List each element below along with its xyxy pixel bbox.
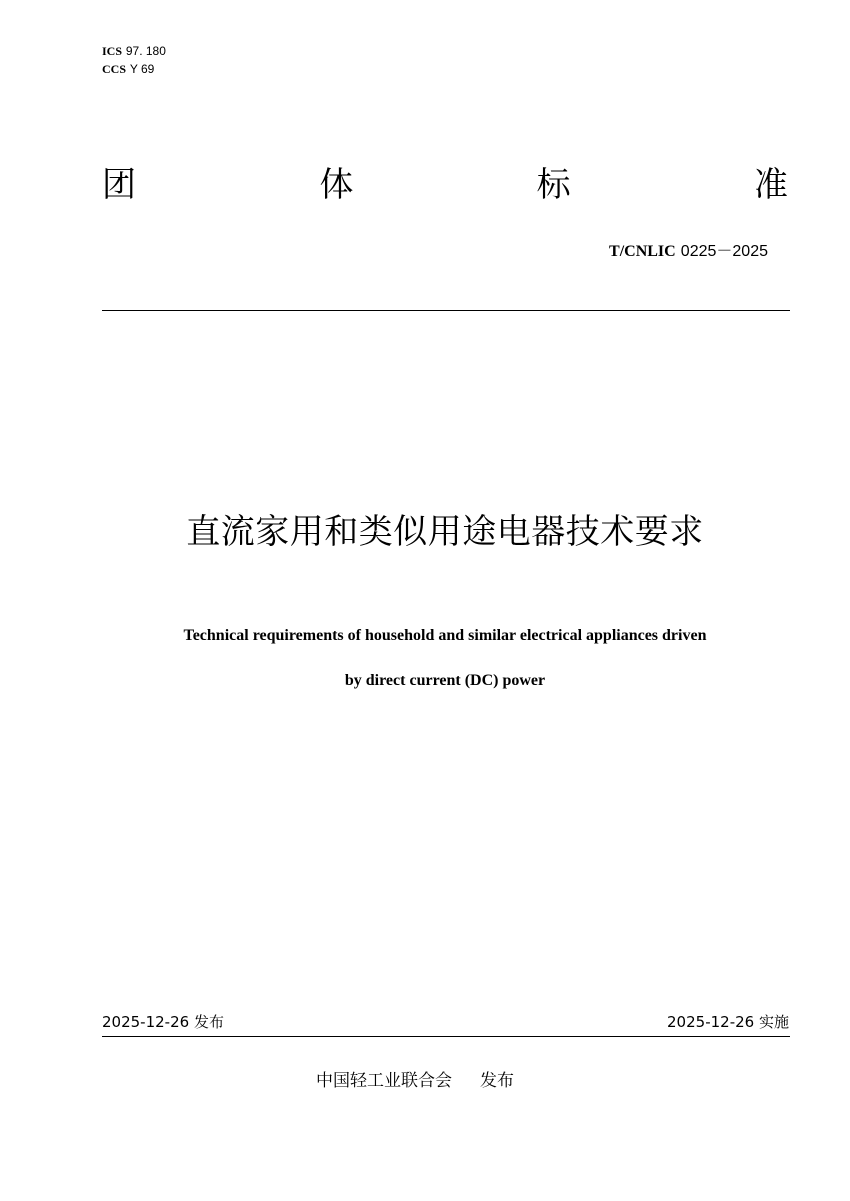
standard-type-char-2: 体: [319, 165, 354, 205]
standard-number-prefix: T/CNLIC: [609, 243, 676, 260]
ccs-value: Y 69: [129, 62, 155, 76]
title-english-line-1: Technical requirements of household and similar electrical appliances driven: [183, 627, 707, 644]
ccs-label: CCS: [102, 62, 127, 76]
title-chinese: 直流家用和类似用途电器技术要求: [186, 512, 704, 552]
publish-date: 2025-12-26: [102, 1013, 190, 1031]
standard-type-char-1: 团: [102, 165, 136, 205]
ics-label: ICS: [102, 44, 123, 58]
standard-type-char-4: 准: [753, 165, 788, 205]
title-english-line-2: by direct current (DC) power: [344, 672, 546, 689]
implement-date: 2025-12-26: [667, 1013, 755, 1031]
implement-date-block: [667, 1012, 789, 1032]
classification-codes: [102, 42, 166, 78]
ics-value: 97. 180: [125, 44, 166, 58]
ccs-row: [102, 60, 166, 78]
publish-date-block: [102, 1012, 224, 1032]
issuer: [316, 1070, 514, 1092]
implement-label: 实施: [758, 1013, 789, 1031]
top-divider: [102, 310, 790, 311]
issuer-action: 发布: [480, 1071, 514, 1091]
standard-type-heading: [102, 162, 788, 208]
publish-label: 发布: [193, 1013, 224, 1031]
standard-type-char-3: 标: [536, 165, 571, 205]
bottom-divider: [102, 1036, 790, 1037]
standard-number-value: 0225－2025: [680, 243, 768, 260]
standard-number: [609, 241, 768, 262]
ics-row: [102, 42, 166, 60]
issuer-name: 中国轻工业联合会: [316, 1071, 452, 1091]
